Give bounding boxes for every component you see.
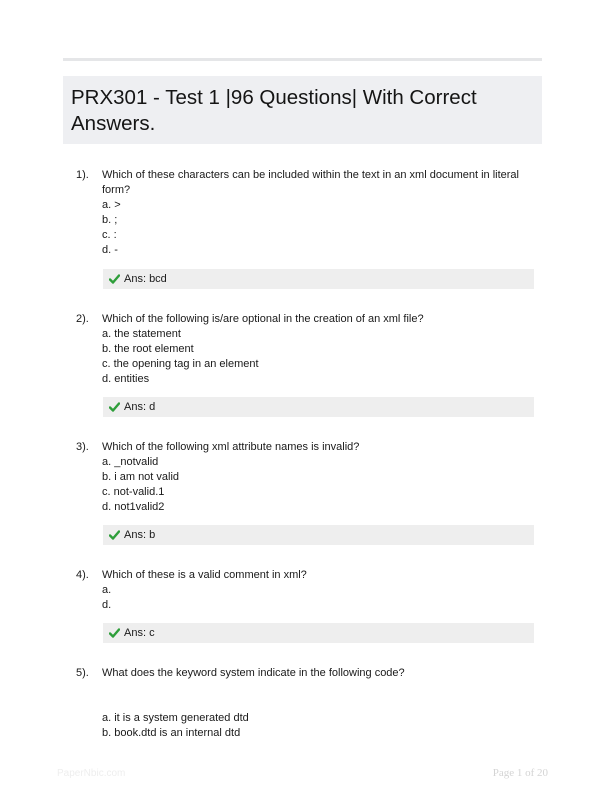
page-indicator: Page 1 of 20 bbox=[492, 767, 548, 779]
option: a. > bbox=[102, 199, 121, 211]
top-divider bbox=[63, 58, 542, 61]
option: d. - bbox=[102, 244, 118, 256]
question-text: Which of the following xml attribute names is invalid? bbox=[102, 441, 360, 453]
option: c. not-valid.1 bbox=[102, 486, 165, 498]
option: a. it is a system generated dtd bbox=[102, 712, 249, 724]
option: a. _notvalid bbox=[102, 456, 159, 468]
option: d. not1valid2 bbox=[102, 501, 165, 513]
question-number: 4). bbox=[76, 569, 89, 581]
option: b. book.dtd is an internal dtd bbox=[102, 727, 241, 739]
question-text: What does the keyword system indicate in the following code? bbox=[102, 667, 405, 679]
answer-box bbox=[103, 397, 534, 417]
check-icon bbox=[109, 271, 120, 291]
question-number: 2). bbox=[76, 313, 89, 325]
check-icon bbox=[109, 625, 120, 645]
option: c. the opening tag in an element bbox=[102, 358, 259, 370]
option: d. entities bbox=[102, 373, 150, 385]
answer-box bbox=[103, 623, 534, 643]
options-list bbox=[102, 327, 259, 387]
answer-box bbox=[103, 269, 534, 289]
question-number: 3). bbox=[76, 441, 89, 453]
title-banner bbox=[63, 76, 542, 144]
answer-text: Ans: c bbox=[124, 627, 155, 639]
option: b. the root element bbox=[102, 343, 194, 355]
question-number: 1). bbox=[76, 169, 89, 181]
question-text: Which of these characters can be included within the text in an xml document in literal form? bbox=[102, 169, 519, 196]
options-list bbox=[102, 455, 179, 515]
answer-text: Ans: d bbox=[124, 401, 156, 413]
answer-text: Ans: bcd bbox=[124, 273, 167, 285]
options-list bbox=[102, 198, 121, 258]
option: b. ; bbox=[102, 214, 118, 226]
answer-text: Ans: b bbox=[124, 529, 156, 541]
check-icon bbox=[109, 399, 120, 419]
question-number: 5). bbox=[76, 667, 89, 679]
question-text: Which of these is a valid comment in xml? bbox=[102, 569, 307, 581]
option: d. bbox=[102, 599, 112, 611]
document-title: PRX301 - Test 1 |96 Questions| With Correct Answers. bbox=[71, 86, 477, 135]
footer-watermark: PaperNbic.com bbox=[57, 768, 126, 779]
option: a. bbox=[102, 584, 112, 596]
option: a. the statement bbox=[102, 328, 181, 340]
question-text: Which of the following is/are optional in the creation of an xml file? bbox=[102, 313, 424, 325]
options-list bbox=[102, 711, 249, 741]
answer-box bbox=[103, 525, 534, 545]
options-list bbox=[102, 583, 111, 613]
check-icon bbox=[109, 527, 120, 547]
option: c. : bbox=[102, 229, 117, 241]
option: b. i am not valid bbox=[102, 471, 180, 483]
